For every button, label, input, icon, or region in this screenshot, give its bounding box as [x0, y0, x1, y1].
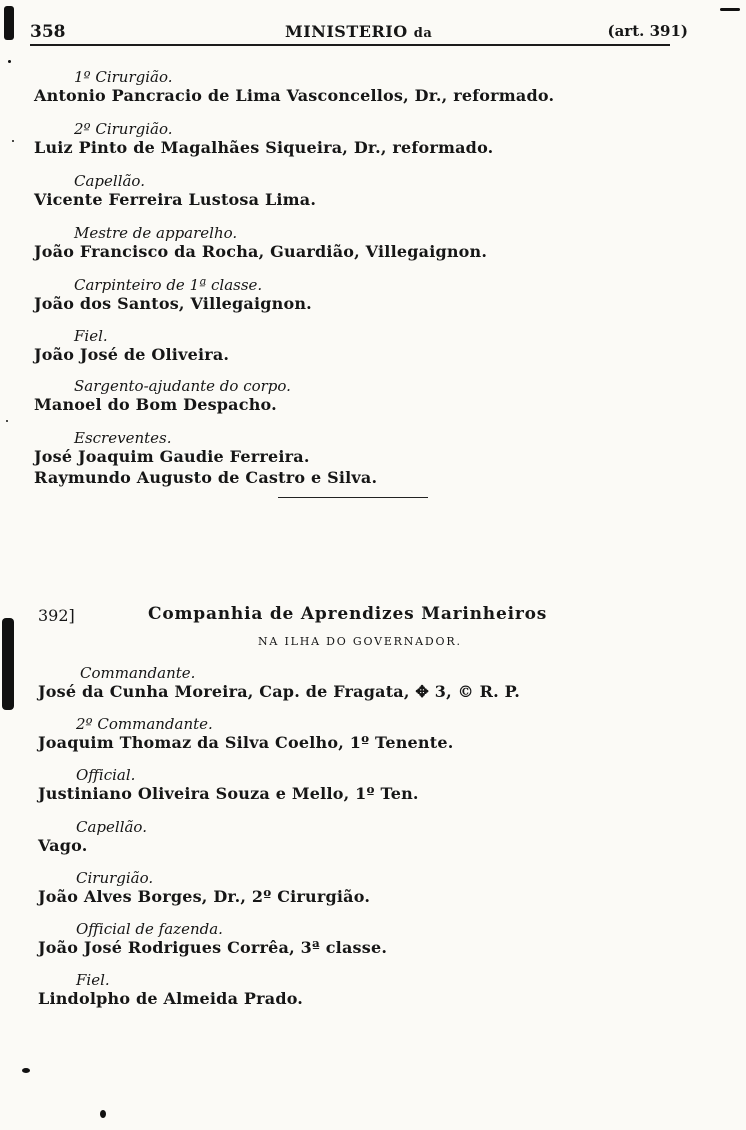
article-heading: Companhia de Aprendizes Marinheiros [148, 604, 548, 624]
entry-role: Sargento-ajudante do corpo. [74, 377, 291, 395]
entry-role: 2º Cirurgião. [74, 120, 173, 138]
entry-role: Carpinteiro de 1ª classe. [74, 276, 263, 294]
entry-role: Capellão. [74, 172, 145, 190]
entry-name: José da Cunha Moreira, Cap. de Fragata, ✥ 3, © R. P. [38, 682, 521, 701]
scan-speck [22, 1068, 30, 1073]
entry-name: Manoel do Bom Despacho. [34, 395, 277, 414]
page-header [30, 22, 688, 44]
header-rule [30, 44, 670, 46]
entry-1 [0, 68, 700, 105]
entry-15 [0, 971, 700, 1008]
entry-5 [0, 276, 700, 313]
entry-name: Vicente Ferreira Lustosa Lima. [34, 190, 317, 209]
entry-role: Fiel. [76, 971, 110, 989]
scan-speck [8, 60, 11, 63]
entry-role: Official. [76, 766, 136, 784]
entry-name: João José Rodrigues Corrêa, 3ª classe. [38, 938, 388, 957]
entry-6 [0, 327, 700, 364]
entry-role: Escreventes. [74, 429, 172, 447]
scan-speck [4, 6, 14, 40]
entry-3 [0, 172, 700, 209]
entry-name-second: Raymundo Augusto de Castro e Silva. [34, 468, 378, 487]
entry-name: João dos Santos, Villegaignon. [34, 294, 312, 313]
scan-speck [12, 140, 14, 142]
entry-role: 2º Commandante. [76, 715, 213, 733]
entry-role: Mestre de apparelho. [74, 224, 238, 242]
entry-role: Commandante. [80, 664, 196, 682]
section-separator [278, 497, 428, 498]
entry-2 [0, 120, 700, 157]
entry-7 [0, 377, 700, 414]
entry-10 [0, 715, 700, 752]
running-title-main: MINISTERIO [285, 22, 408, 41]
entry-8 [0, 429, 700, 487]
entry-13 [0, 869, 700, 906]
entry-name: Vago. [38, 836, 88, 855]
entry-name: Justiniano Oliveira Souza e Mello, 1º Ten. [38, 784, 419, 803]
entry-11 [0, 766, 700, 803]
entry-name: Antonio Pancracio de Lima Vasconcellos, Dr., reformado. [34, 86, 555, 105]
article-number: 392] [38, 606, 75, 625]
entry-role: Fiel. [74, 327, 108, 345]
entry-name: Luiz Pinto de Magalhães Siqueira, Dr., reformado. [34, 138, 494, 157]
scan-speck [720, 8, 740, 11]
scan-speck [100, 1110, 106, 1118]
entry-role: Capellão. [76, 818, 147, 836]
entry-4 [0, 224, 700, 261]
entry-role: 1º Cirurgião. [74, 68, 173, 86]
entry-14 [0, 920, 700, 957]
running-title [285, 22, 432, 41]
article-reference: (art. 391) [607, 22, 688, 40]
entry-name: João Francisco da Rocha, Guardião, Villegaignon. [34, 242, 488, 261]
scan-margin-mark [2, 618, 14, 710]
article-subheading: NA ILHA DO GOVERNADOR. [258, 635, 462, 648]
entry-9 [0, 664, 700, 701]
entry-role: Cirurgião. [76, 869, 154, 887]
scan-speck [6, 420, 8, 422]
entry-name: João José de Oliveira. [34, 345, 230, 364]
running-title-suffix: da [413, 26, 433, 41]
entry-name: Lindolpho de Almeida Prado. [38, 989, 304, 1008]
page-number: 358 [30, 22, 66, 42]
entry-name: Joaquim Thomaz da Silva Coelho, 1º Tenente. [38, 733, 454, 752]
entry-12 [0, 818, 700, 855]
entry-name: João Alves Borges, Dr., 2º Cirurgião. [38, 887, 371, 906]
entry-role: Official de fazenda. [76, 920, 223, 938]
entry-name: José Joaquim Gaudie Ferreira. [34, 447, 310, 466]
